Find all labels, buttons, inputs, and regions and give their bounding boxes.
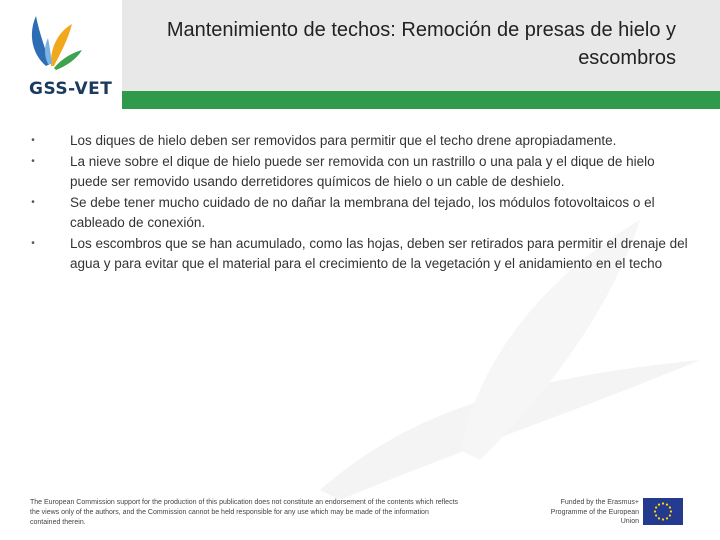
bullet-text: La nieve sobre el dique de hielo puede ser removida con un rastrillo o una pala y el dique de hielo puede ser removido usando derretidores químicos de hielo o un cable de deshielo. [70, 153, 655, 189]
bullet-dot-icon: • [31, 237, 35, 249]
bullet-item [28, 234, 688, 275]
bullet-dot-icon: • [31, 196, 35, 208]
bullet-item [28, 193, 688, 234]
header-green-bar [122, 91, 720, 109]
bullet-dot-icon: • [31, 135, 35, 146]
funded-by-text: Funded by the Erasmus+ Programme of the European Union [550, 499, 639, 525]
bullet-text: Los diques de hielo deben ser removidos para permitir que el techo drene apropiadamente. [70, 133, 617, 148]
bullet-item [28, 131, 688, 152]
bullet-text: Se debe tener mucho cuidado de no dañar la membrana del tejado, los módulos fotovoltaicos o el cableado de conexión. [70, 194, 655, 230]
logo [0, 0, 122, 110]
bullet-text: Los escombros que se han acumulado, como las hojas, deben ser retirados para permitir el drenaje del agua y para evitar que el material para el crecimiento de la vegetación y el anidamiento en el techo [70, 235, 688, 271]
slide-title: Mantenimiento de techos: Remoción de presas de hielo y escombros [166, 19, 676, 69]
bullet-item [28, 152, 688, 193]
footer-disclaimer: The European Commission support for the production of this publication does not constitute an endorsement of the contents which reflects the views only of the authors, and the Commission cannot be held responsible for any use which may be made of the information contained therein. [30, 499, 459, 526]
eu-flag-icon [643, 498, 683, 525]
logo-text: GSS-VET [29, 79, 113, 99]
bullet-list [28, 131, 688, 275]
bullet-dot-icon: • [31, 155, 35, 167]
leaf-logo-icon [24, 6, 84, 76]
